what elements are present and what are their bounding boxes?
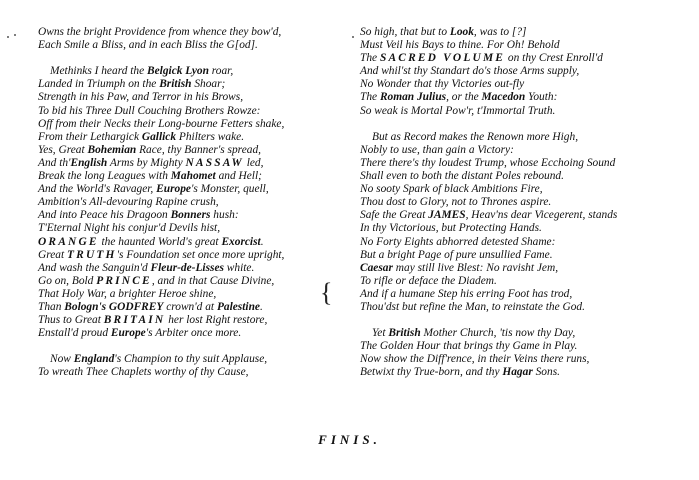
poem-line xyxy=(38,78,338,91)
line-text: Methinks I heard the xyxy=(50,65,148,78)
poem-line xyxy=(360,144,690,157)
line-text: on thy Crest Enroll'd xyxy=(505,52,603,65)
poem-line xyxy=(38,144,338,157)
poem-line xyxy=(360,105,690,118)
poem-right-column xyxy=(360,26,690,393)
line-text: Landed in Triumph on the xyxy=(38,78,160,91)
line-text: Yes, Great xyxy=(38,143,88,156)
stanza xyxy=(38,65,338,340)
line-text: 's Arbiter once more. xyxy=(145,327,242,340)
line-text: , Heav'ns dear Vicegerent, stands xyxy=(465,209,618,222)
line-text: And whil'st thy Standart do's those Arms supply, xyxy=(360,65,580,78)
emphasized-name: Fleur-de-Lisses xyxy=(150,261,224,274)
poem-left-column xyxy=(38,26,338,393)
poem-line xyxy=(360,157,690,170)
emphasized-name: BRITAIN xyxy=(103,314,166,327)
line-text: No sooty Spark of black Ambitions Fire, xyxy=(360,183,543,196)
line-text: Arms by Mighty xyxy=(107,156,186,169)
poem-line xyxy=(360,288,690,301)
poem-line xyxy=(38,91,338,104)
emphasized-name: JAMES xyxy=(428,209,466,222)
poem-line xyxy=(38,118,338,131)
line-text: the haunted World's great xyxy=(98,235,222,248)
line-text: . xyxy=(260,235,264,248)
stanza xyxy=(360,26,690,118)
emphasized-name: Exorcist xyxy=(221,235,261,248)
line-text: Shall even to both the distant Poles rebound. xyxy=(360,170,564,183)
emphasized-name: Hagar xyxy=(502,366,533,379)
line-text: Mother Church, 'tis now thy Day, xyxy=(420,327,576,340)
poem-line xyxy=(360,196,690,209)
poem-line xyxy=(360,91,690,104)
poem-line xyxy=(38,131,338,144)
poem-line xyxy=(38,222,338,235)
line-text: Thou'dst but refine the Man, to reinstate the God. xyxy=(360,300,585,313)
line-text: . xyxy=(259,300,263,313)
line-text: And if a humane Step his erring Foot has trod, xyxy=(360,287,573,300)
line-text: The xyxy=(360,91,380,104)
line-text: Nobly to use, than gain a Victory: xyxy=(360,143,514,156)
emphasized-name: Macedon xyxy=(481,91,526,104)
line-text: Sons. xyxy=(532,366,560,379)
emphasized-name: Mahomet xyxy=(170,170,216,183)
line-text: The xyxy=(360,52,380,65)
emphasized-name: Bonners xyxy=(170,209,211,222)
line-text: So high, that but to xyxy=(360,26,450,38)
line-text: Strength in his Paw, and Terror in his Brows, xyxy=(38,91,244,104)
poem-line xyxy=(360,26,690,39)
emphasized-name: ORANGE xyxy=(38,235,99,248)
emphasized-name: Europe xyxy=(110,327,146,340)
poem-line xyxy=(360,170,690,183)
poem-line xyxy=(360,366,690,379)
stanza xyxy=(360,131,690,314)
poem-line xyxy=(38,65,338,78)
poem-line xyxy=(360,249,690,262)
line-text: Now show the Diff'rence, in their Veins there runs, xyxy=(360,353,590,366)
line-text: And th' xyxy=(38,156,71,169)
line-text: To bid his Three Dull Couching Brothers Rowze: xyxy=(38,104,261,117)
line-text: From their Lethargick xyxy=(38,130,142,143)
poem-line xyxy=(38,236,338,249)
line-text: white. xyxy=(223,261,255,274)
line-text: So weak is Mortal Pow'r, t'Immortal Truth. xyxy=(360,104,556,117)
poem-line xyxy=(38,249,338,262)
emphasized-name: Gallick xyxy=(141,130,177,143)
poem-line xyxy=(38,170,338,183)
poem-line xyxy=(38,327,338,340)
line-text: 's Champion to thy suit Applause, xyxy=(114,353,268,366)
line-text: Now xyxy=(50,353,74,366)
line-text: Safe the Great xyxy=(360,209,429,222)
line-text: In thy Victorious, but Protecting Hands. xyxy=(360,222,542,235)
emphasized-name: British xyxy=(159,78,192,91)
poem-line xyxy=(360,301,690,314)
line-text: Off from their Necks their Long-bourne Fetters shake, xyxy=(38,117,285,130)
line-text: Thou dost to Glory, not to Thrones aspire. xyxy=(360,196,552,209)
line-text: 's Monster, quell, xyxy=(190,183,269,196)
stanza xyxy=(360,327,690,379)
line-text: There there's thy loudest Trump, whose Ecchoing Sound xyxy=(360,156,616,169)
line-text: , or the xyxy=(446,91,482,104)
emphasized-name: British xyxy=(388,327,421,340)
line-text: To rifle or deface the Diadem. xyxy=(360,274,497,287)
line-text: Thus to Great xyxy=(38,314,104,327)
line-text: The Golden Hour that brings thy Game in Play. xyxy=(360,340,578,353)
stanza xyxy=(38,353,338,379)
line-text: 's Foundation set once more upright, xyxy=(116,248,285,261)
poem-line xyxy=(38,196,338,209)
line-text: No Wonder that thy Victories out-fly xyxy=(360,78,525,91)
emphasized-name: Roman Julius xyxy=(379,91,447,104)
line-text: Go on, Bold xyxy=(38,274,97,287)
line-text: Betwixt thy True-born, and thy xyxy=(360,366,503,379)
emphasized-name: Palestine xyxy=(216,300,260,313)
line-text: led, xyxy=(243,156,264,169)
poem-line xyxy=(38,209,338,222)
poem-line xyxy=(38,353,338,366)
emphasized-name: PRINCE xyxy=(96,274,152,287)
poem-line xyxy=(38,39,338,52)
line-text: Than xyxy=(38,300,65,313)
emphasized-name: Look xyxy=(449,26,474,38)
poem-line xyxy=(38,275,338,288)
emphasized-name: Europe xyxy=(156,183,191,196)
poem-line xyxy=(38,301,338,314)
stanza xyxy=(38,26,338,52)
line-text: Break the long Leagues with xyxy=(38,170,171,183)
line-text: Ambition's All-devouring Rapine crush, xyxy=(38,196,219,209)
line-text: Shoar; xyxy=(191,78,226,91)
line-text: But as Record makes the Renown more High, xyxy=(372,130,579,143)
print-speck xyxy=(14,34,16,36)
line-text: Youth: xyxy=(525,91,558,104)
line-text: hush: xyxy=(210,209,239,222)
line-text: Race, thy Banner's spread, xyxy=(136,143,261,156)
emphasized-name: England xyxy=(73,353,115,366)
finis-heading: FINIS. xyxy=(318,432,381,447)
line-text: Yet xyxy=(372,327,389,340)
poem-line xyxy=(360,340,690,353)
line-text: , and in that Cause Divine, xyxy=(151,274,275,287)
poem-line xyxy=(38,26,338,39)
emphasized-name: TRUTH xyxy=(67,248,117,261)
emphasized-name: Caesar xyxy=(360,261,393,274)
poem-line xyxy=(38,314,338,327)
poem-line xyxy=(38,183,338,196)
line-text: Owns the bright Providence from whence they bow'd, xyxy=(38,26,282,38)
poem-line xyxy=(360,275,690,288)
emphasized-name: NASSAW xyxy=(185,156,244,169)
print-speck xyxy=(352,36,354,38)
line-text: crown'd at xyxy=(163,300,217,313)
poem-line xyxy=(360,262,690,275)
poem-line xyxy=(360,327,690,340)
poem-line xyxy=(360,65,690,78)
line-text: Enstall'd proud xyxy=(38,327,111,340)
line-text: may still live Blest: No ravisht Jem, xyxy=(392,261,559,274)
line-text: Philters wake. xyxy=(176,130,245,143)
line-text: And the World's Ravager, xyxy=(38,183,157,196)
line-text: And into Peace his Dragoon xyxy=(38,209,171,222)
poem-line xyxy=(360,222,690,235)
line-text: Must Veil his Bays to thine. For Oh! Behold xyxy=(360,39,560,52)
line-text: roar, xyxy=(208,65,234,78)
emphasized-name: SACRED VOLUME xyxy=(379,52,506,65)
poem-line xyxy=(38,157,338,170)
line-text: But a bright Page of pure unsullied Fame. xyxy=(360,248,553,261)
poem-line xyxy=(360,52,690,65)
line-text: , was to [?] xyxy=(473,26,527,38)
line-text: To wreath Thee Chaplets worthy of thy Cause, xyxy=(38,366,249,379)
print-speck xyxy=(7,36,9,38)
emphasized-name: Bologn's GODFREY xyxy=(64,300,164,313)
line-text: No Forty Eights abhorred detested Shame: xyxy=(360,235,556,248)
line-text: and Hell; xyxy=(215,170,262,183)
line-text: T'Eternal Night his conjur'd Devils hist, xyxy=(38,222,221,235)
poem-line xyxy=(38,105,338,118)
emphasized-name: Bohemian xyxy=(87,143,137,156)
poem-line xyxy=(360,236,690,249)
poem-line xyxy=(360,353,690,366)
poem-line xyxy=(360,78,690,91)
poem-line xyxy=(360,209,690,222)
poem-line xyxy=(360,131,690,144)
line-text: And wash the Sanguin'd xyxy=(38,261,151,274)
emphasized-name: English xyxy=(70,156,108,169)
poem-line xyxy=(360,183,690,196)
margin-brace-mark: { xyxy=(320,278,333,307)
poem-line xyxy=(38,366,338,379)
line-text: That Holy War, a brighter Heroe shine, xyxy=(38,287,217,300)
line-text: Each Smile a Bliss, and in each Bliss the G[od]. xyxy=(38,39,258,52)
poem-line xyxy=(38,288,338,301)
line-text: Great xyxy=(38,248,67,261)
line-text: her lost Right restore, xyxy=(165,314,268,327)
emphasized-name: Belgick Lyon xyxy=(147,65,209,78)
poem-line xyxy=(38,262,338,275)
poem-line xyxy=(360,39,690,52)
